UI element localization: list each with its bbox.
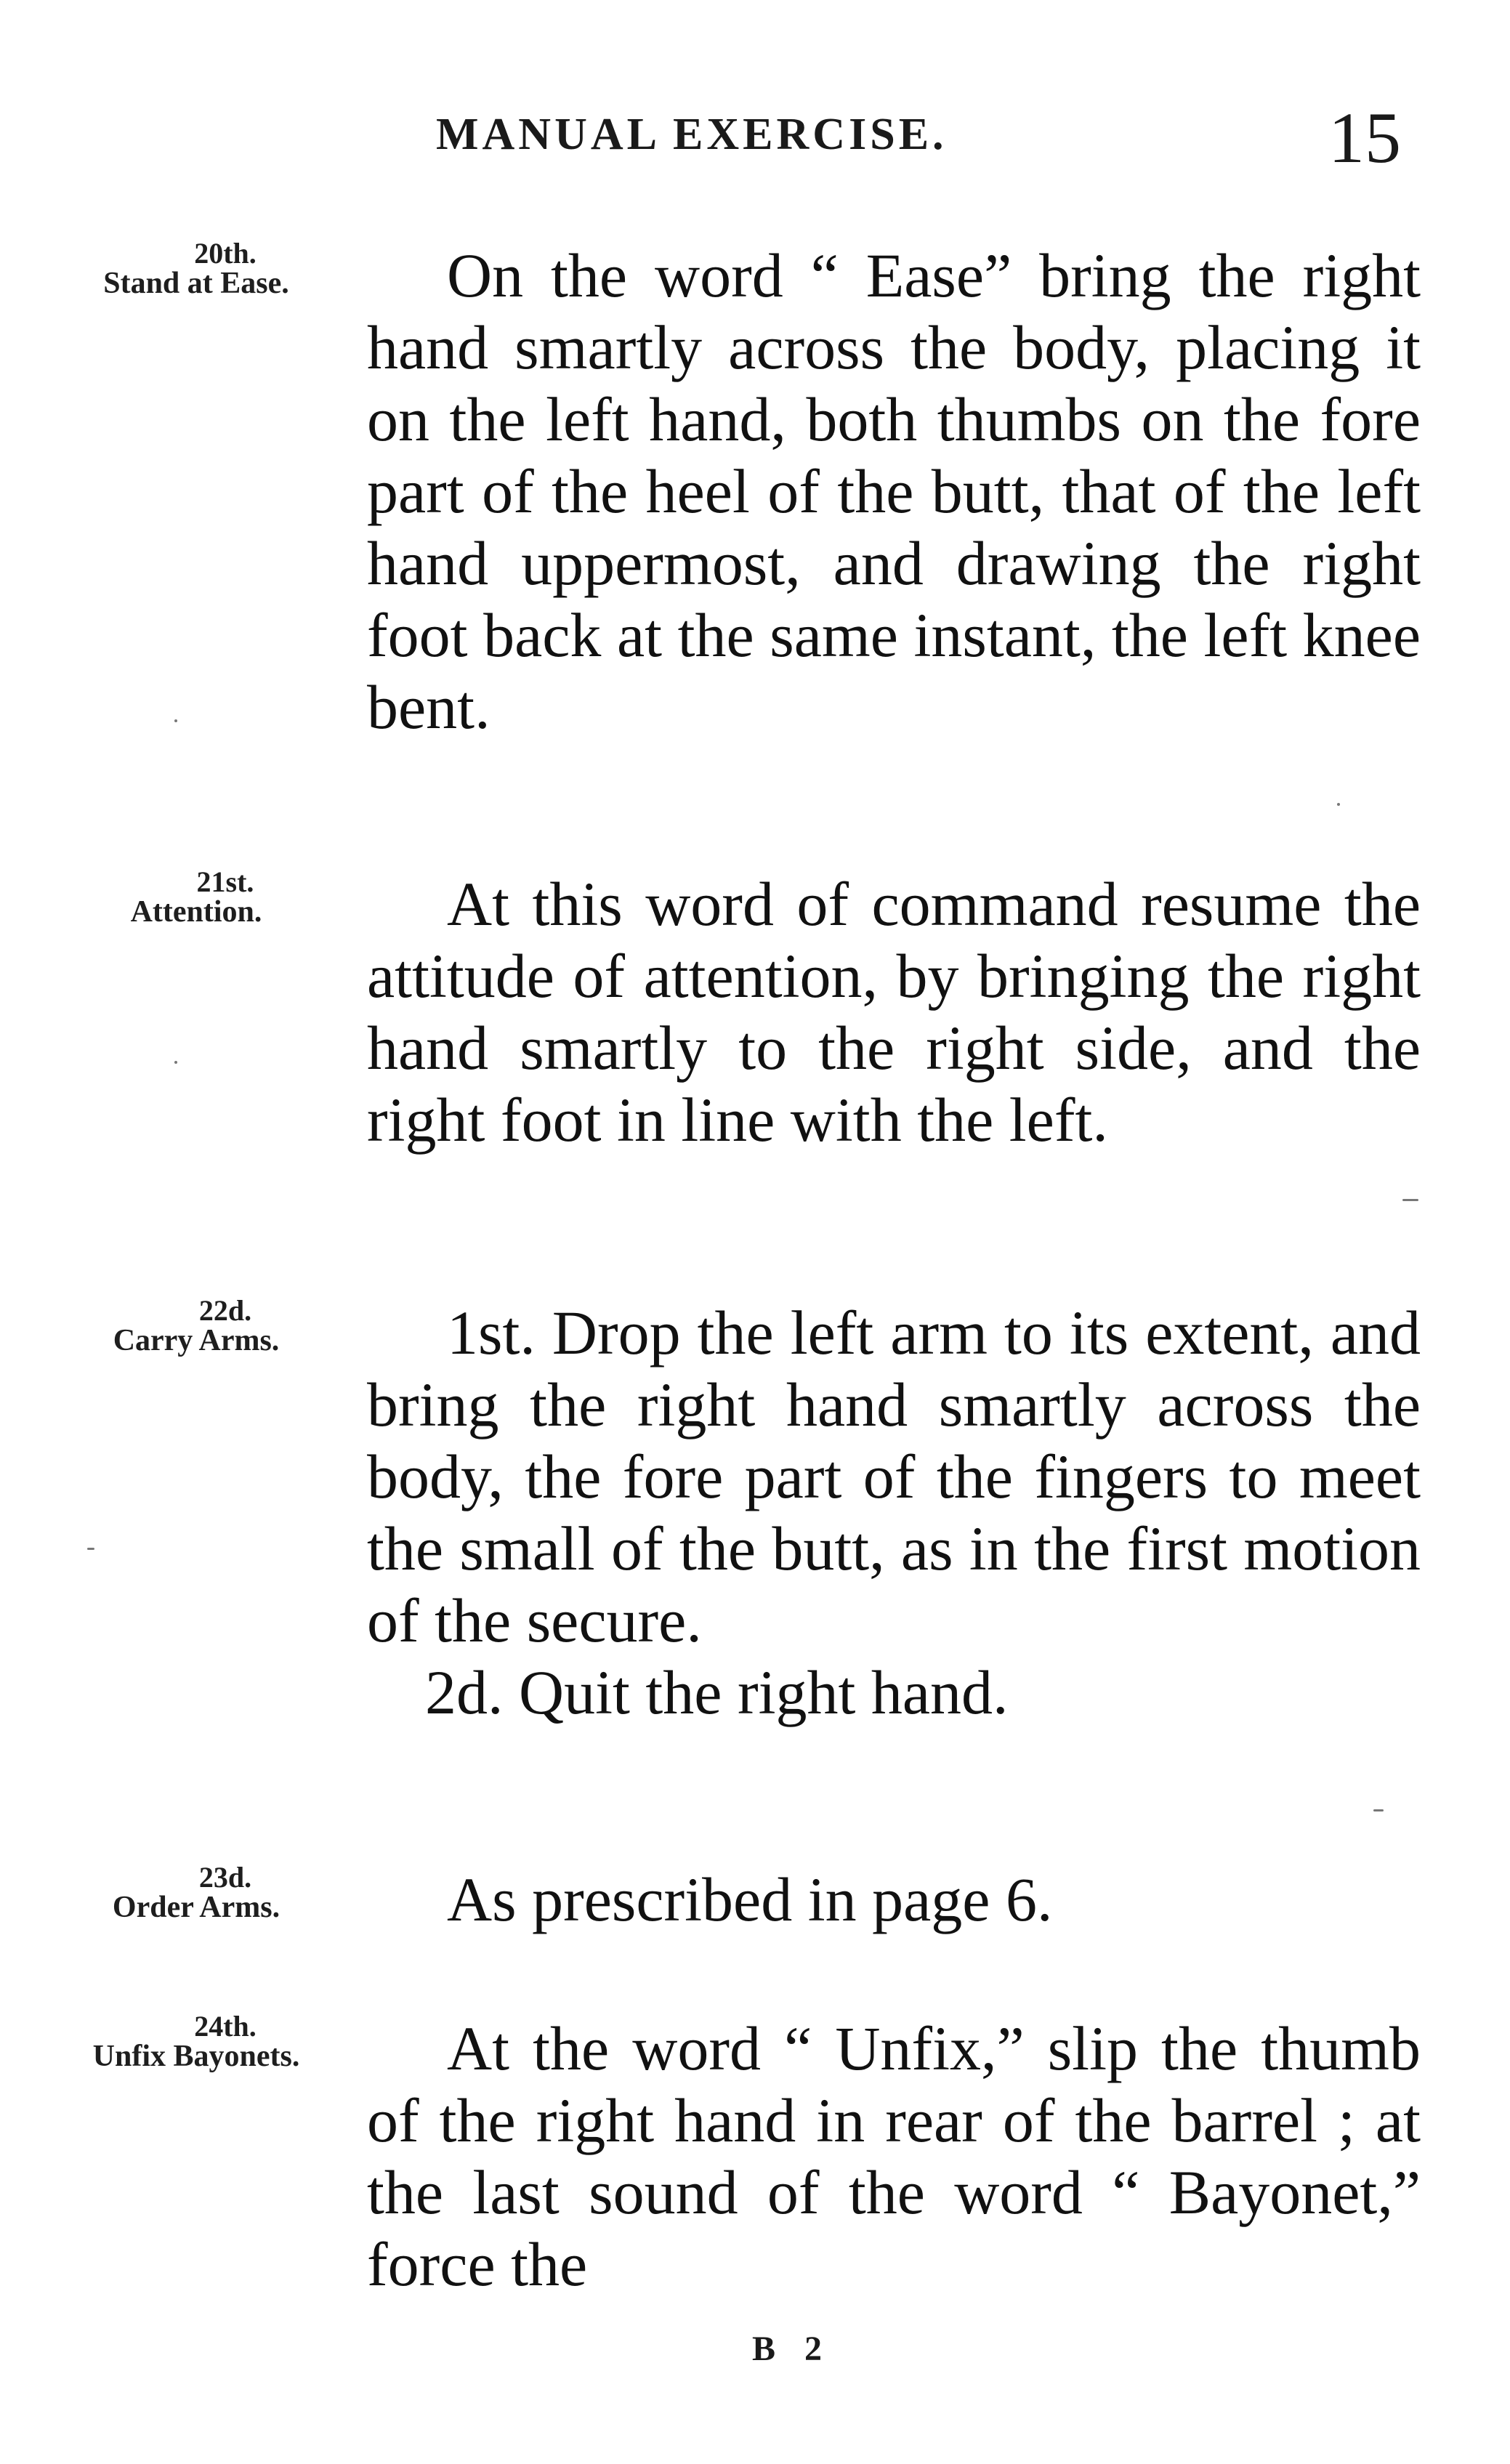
section-body — [367, 1297, 1421, 1729]
signature-mark: B 2 — [752, 2330, 833, 2368]
section-body — [367, 1864, 1421, 1936]
section-number: 23d. — [198, 1861, 252, 1894]
scan-speck — [1337, 803, 1340, 806]
section-title: Unfix Bayonets. — [92, 2040, 300, 2073]
paragraph: 1st. Drop the left arm to its extent, and bring the right hand smartly across the body, the fore part of the fingers to meet the small of the butt, as in the first motion of the secure. — [367, 1298, 1421, 1655]
section-title: Stand at Ease. — [103, 267, 289, 300]
section-number: 22d. — [198, 1294, 252, 1327]
scan-speck — [174, 1061, 177, 1064]
paragraph: On the word “ Ease” bring the right hand smartly across the body, placing it on the left hand, both thumbs on the fore part of the heel of the butt, that of the left hand uppermost, and drawing the right foot back at the same instant, the left knee bent. — [367, 241, 1421, 742]
section-title: Carry Arms. — [113, 1324, 280, 1357]
margin-note — [29, 1861, 363, 1924]
paragraph: At the word “ Unfix,” slip the thumb of the right hand in rear of the barrel ; at the last sound of the word “ Bayonet,” force the — [367, 2013, 1421, 2299]
margin-note — [29, 865, 363, 929]
section-number: 24th. — [194, 2010, 257, 2043]
section-title: Attention. — [130, 895, 262, 929]
running-head: MANUAL EXERCISE. — [436, 110, 948, 159]
scan-speck — [1402, 1199, 1418, 1201]
scan-speck — [174, 719, 177, 722]
section-body — [367, 868, 1421, 1156]
margin-note — [29, 1294, 363, 1357]
margin-note — [29, 237, 363, 300]
section-number: 20th. — [194, 237, 257, 270]
margin-note — [29, 2010, 363, 2073]
section-number: 21st. — [196, 865, 254, 898]
paragraph: At this word of command resume the attitude of attention, by bringing the right hand smartly to the right side, and the right foot in line with the left. — [367, 869, 1421, 1155]
paragraph: 2d. Quit the right hand. — [425, 1657, 1009, 1727]
scan-speck — [1373, 1809, 1384, 1811]
page-number: 15 — [1328, 97, 1401, 178]
section-body — [367, 2013, 1421, 2301]
section-body — [367, 240, 1421, 743]
section-title: Order Arms. — [112, 1891, 280, 1924]
scan-speck — [87, 1548, 94, 1550]
paragraph: As prescribed in page 6. — [447, 1865, 1053, 1934]
